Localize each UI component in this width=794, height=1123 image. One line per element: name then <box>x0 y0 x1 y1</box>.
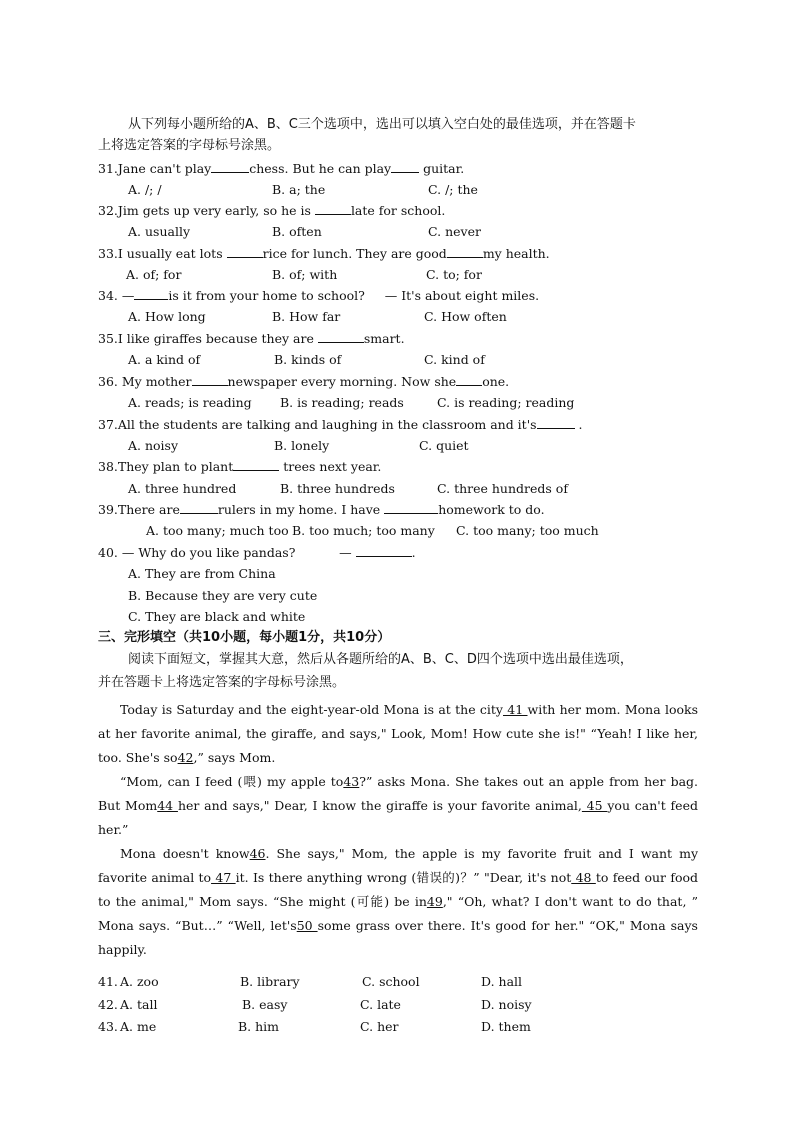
blank-50: 50 <box>296 918 318 933</box>
q32-option-c[interactable]: C. never <box>428 224 481 239</box>
q37-option-c[interactable]: C. quiet <box>419 438 469 453</box>
passage-paragraph-2: “Mom, can I feed (喂) my apple to43?” asks Mona. She takes out an apple from her bag. But Mom44 her and says," Dear, I know the giraffe is your favorite animal, 45 you can't feed her.” <box>98 774 698 837</box>
question-40: 40. — Why do you like pandas? — . <box>98 545 416 560</box>
section3-instruction-line2: 并在答题卡上将选定答案的字母标号涂黑。 <box>98 675 346 690</box>
q40-option-b[interactable]: B. Because they are very cute <box>128 588 318 603</box>
q36-option-b[interactable]: B. is reading; reads <box>280 395 404 410</box>
passage-paragraph-1: Today is Saturday and the eight-year-old Mona is at the city 41 with her mom. Mona looks at her favorite animal, the giraffe, and says," Look, Mom! How cute she is!" “Yeah! I like her, too. She's so42,” says Mom. <box>98 702 698 765</box>
q38-option-a[interactable]: A. three hundred <box>128 481 237 496</box>
q32-option-b[interactable]: B. often <box>272 224 322 239</box>
question-33: 33.I usually eat lots rice for lunch. They are good my health. <box>98 246 550 261</box>
blank-42: 42 <box>177 750 194 765</box>
q41-option-d[interactable]: D. hall <box>481 974 523 989</box>
q42-option-a[interactable]: A. tall <box>120 997 158 1012</box>
q33-option-a[interactable]: A. of; for <box>126 267 182 282</box>
blank-49: 49 <box>426 894 443 909</box>
q41-option-b[interactable]: B. library <box>240 974 300 989</box>
section2-instruction-line2: 上将选定答案的字母标号涂黑。 <box>98 138 281 153</box>
q39-option-b[interactable]: B. too much; too many <box>292 523 435 538</box>
question-38: 38.They plan to plant trees next year. <box>98 459 382 474</box>
q32-option-a[interactable]: A. usually <box>128 224 190 239</box>
question-37: 37.All the students are talking and laughing in the classroom and it's . <box>98 417 583 432</box>
question-35: 35.I like giraffes because they are smart. <box>98 331 405 346</box>
q36-option-c[interactable]: C. is reading; reading <box>437 395 575 410</box>
q41-option-c[interactable]: C. school <box>362 974 420 989</box>
q43-option-a[interactable]: A. me <box>120 1019 157 1034</box>
question-34: 34. — is it from your home to school? — It's about eight miles. <box>98 288 540 303</box>
q43-option-b[interactable]: B. him <box>238 1019 280 1034</box>
q38-option-c[interactable]: C. three hundreds of <box>437 481 568 496</box>
blank-48: 48 <box>571 870 596 885</box>
question-36: 36. My mother newspaper every morning. Now she one. <box>98 374 510 389</box>
q38-option-b[interactable]: B. three hundreds <box>280 481 395 496</box>
q42-option-d[interactable]: D. noisy <box>481 997 532 1012</box>
q39-option-a[interactable]: A. too many; much too <box>146 523 289 538</box>
question-39: 39.There are rulers in my home. I have homework to do. <box>98 502 545 517</box>
q40-option-a[interactable]: A. They are from China <box>128 566 276 581</box>
blank-44: 44 <box>157 798 178 813</box>
q42-option-b[interactable]: B. easy <box>242 997 288 1012</box>
q31-option-b[interactable]: B. a; the <box>272 182 326 197</box>
q35-option-b[interactable]: B. kinds of <box>274 352 342 367</box>
q37-option-a[interactable]: A. noisy <box>128 438 179 453</box>
q33-option-c[interactable]: C. to; for <box>426 267 482 282</box>
q31-option-c[interactable]: C. /; the <box>428 182 478 197</box>
blank-47: 47 <box>211 870 236 885</box>
q43-option-c[interactable]: C. her <box>360 1019 399 1034</box>
passage-paragraph-3: Mona doesn't know46. She says," Mom, the apple is my favorite fruit and I want my favorite animal to 47 it. Is there anything wrong (错误的)？” "Dear, it's not 48 to feed our food to the animal," Mom says. “She might (可能) be in49," “Oh, what? I don't want to do that, ” Mona says. “But…” “Well, let's50 some grass over there. It's good for her." “OK," Mona says happily. <box>98 846 699 957</box>
section2-instruction-line1: 从下列每小题所给的A、B、C三个选项中，选出可以填入空白处的最佳选项，并在答题卡 <box>128 117 636 132</box>
q40-option-c[interactable]: C. They are black and white <box>128 609 306 624</box>
q42-number: 42. <box>98 997 118 1012</box>
question-32: 32.Jim gets up very early, so he is late for school. <box>98 203 446 218</box>
q42-option-c[interactable]: C. late <box>360 997 401 1012</box>
blank-41: 41 <box>503 702 528 717</box>
q39-option-c[interactable]: C. too many; too much <box>456 523 599 538</box>
q33-option-b[interactable]: B. of; with <box>272 267 338 282</box>
question-31: 31.Jane can't play chess. But he can play guitar. <box>98 161 465 176</box>
q35-option-a[interactable]: A. a kind of <box>128 352 201 367</box>
q41-number: 41. <box>98 974 118 989</box>
q43-option-d[interactable]: D. them <box>481 1019 531 1034</box>
blank-43: 43 <box>343 774 360 789</box>
q37-option-b[interactable]: B. lonely <box>274 438 330 453</box>
blank-45: 45 <box>581 798 608 813</box>
section3-title: 三、完形填空（共10小题，每小题1分，共10分） <box>98 630 391 645</box>
q35-option-c[interactable]: C. kind of <box>424 352 485 367</box>
q34-option-a[interactable]: A. How long <box>128 309 206 324</box>
q36-option-a[interactable]: A. reads; is reading <box>128 395 252 410</box>
q41-option-a[interactable]: A. zoo <box>120 974 159 989</box>
q34-option-c[interactable]: C. How often <box>424 309 507 324</box>
q43-number: 43. <box>98 1019 118 1034</box>
section3-instruction-line1: 阅读下面短文，掌握其大意，然后从各题所给的A、B、C、D四个选项中选出最佳选项， <box>128 652 633 667</box>
q31-option-a[interactable]: A. /; / <box>128 182 162 197</box>
blank-46: 46 <box>249 846 266 861</box>
q34-option-b[interactable]: B. How far <box>272 309 341 324</box>
